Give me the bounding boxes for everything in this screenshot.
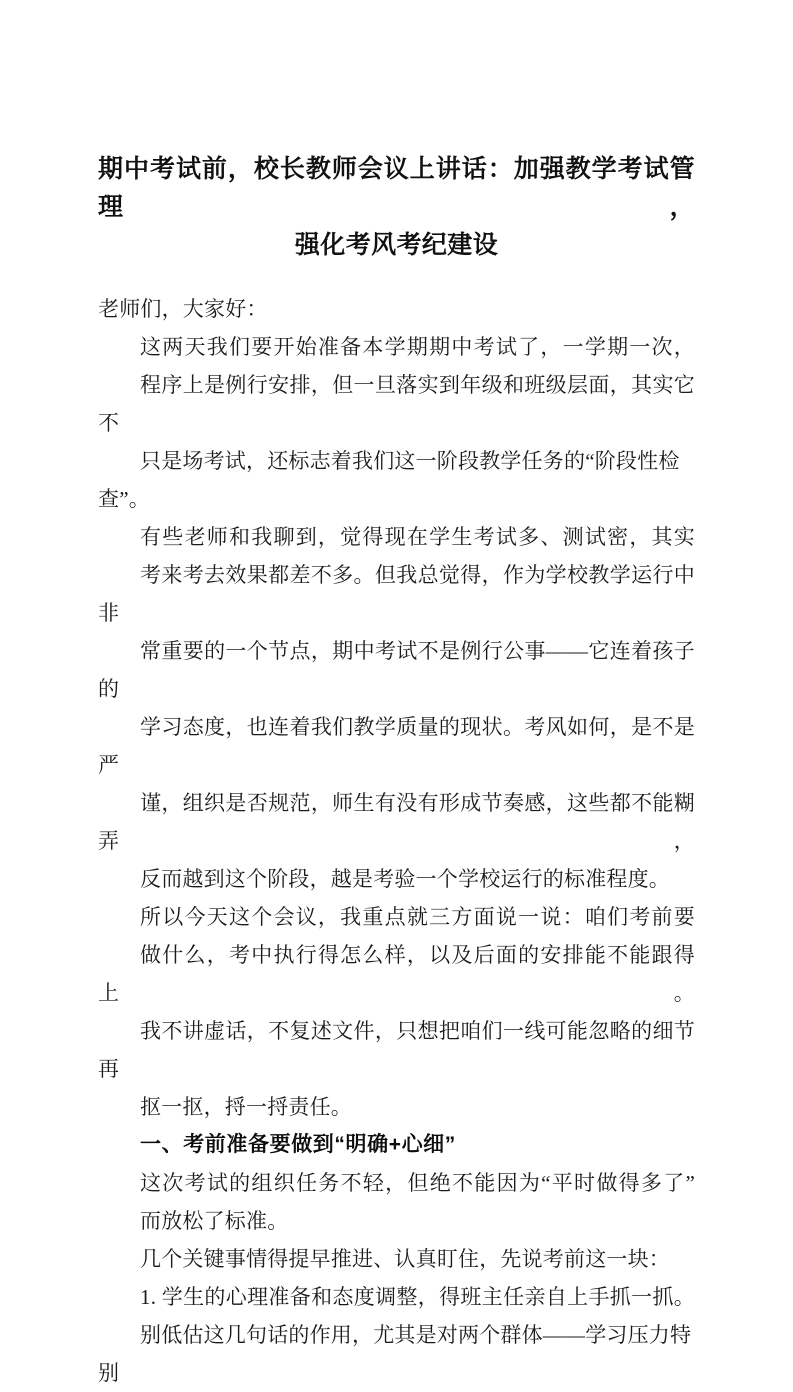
paragraph-line: 我不讲虚话，不复述文件，只想把咱们一线可能忽略的细节再 — [98, 1019, 695, 1081]
paragraph-p5 — [98, 1240, 695, 1278]
page-title-line-2: 强化考风考纪建设 — [294, 231, 499, 259]
paragraph-line: 而放松了标准。 — [140, 1209, 289, 1233]
paragraph-p1 — [98, 328, 695, 518]
salutation: 老师们，大家好： — [98, 297, 268, 321]
paragraph-line: 1. 学生的心理准备和态度调整，得班主任亲自上手抓一抓。 — [140, 1285, 695, 1309]
paragraph-line: 学习态度，也连着我们教学质量的现状。考风如何，是不是严 — [98, 715, 695, 777]
page-title-line-1: 期中考试前，校长教师会议上讲话：加强教学考试管理， — [98, 155, 695, 221]
section-heading-line: 一、考前准备要做到“明确+心细” — [140, 1133, 456, 1156]
paragraph-line: 别低估这几句话的作用，尤其是对两个群体——学习压力特别 — [98, 1323, 692, 1385]
paragraph-line: 常重要的一个节点，期中考试不是例行公事——它连着孩子的 — [98, 639, 695, 701]
paragraph-line: 考来考去效果都差不多。但我总觉得，作为学校教学运行中非 — [98, 563, 695, 625]
paragraph-line: 这次考试的组织任务不轻，但绝不能因为“平时做得多了” — [140, 1171, 695, 1195]
paragraph-line: 谨，组织是否规范，师生有没有形成节奏感，这些都不能糊弄， — [98, 791, 695, 853]
paragraph-line: 有些老师和我聊到，觉得现在学生考试多、测试密，其实 — [140, 525, 695, 549]
paragraph-p3 — [98, 898, 695, 1126]
paragraph-line: 所以今天这个会议，我重点就三方面说一说：咱们考前要 — [140, 905, 695, 929]
page-title — [98, 150, 695, 264]
paragraph-line: 抠一抠，捋一捋责任。 — [140, 1095, 352, 1119]
paragraph-line: 反而越到这个阶段，越是考验一个学校运行的标准程度。 — [140, 867, 670, 891]
paragraph-p6 — [98, 1278, 695, 1392]
paragraph-line: 这两天我们要开始准备本学期期中考试了，一学期一次， — [140, 335, 695, 359]
document-body — [98, 290, 695, 1392]
paragraph-line: 做什么，考中执行得怎么样，以及后面的安排能不能跟得上。 — [98, 943, 695, 1005]
section-heading-1 — [98, 1126, 695, 1164]
paragraph-line: 程序上是例行安排，但一旦落实到年级和班级层面，其实它不 — [98, 373, 695, 435]
paragraph-p2 — [98, 518, 695, 898]
paragraph-line: 只是场考试，还标志着我们这一阶段教学任务的“阶段性检查”。 — [98, 449, 680, 511]
paragraph-p4 — [98, 1164, 695, 1240]
paragraph-line: 几个关键事情得提早推进、认真盯住，先说考前这一块： — [140, 1247, 670, 1271]
